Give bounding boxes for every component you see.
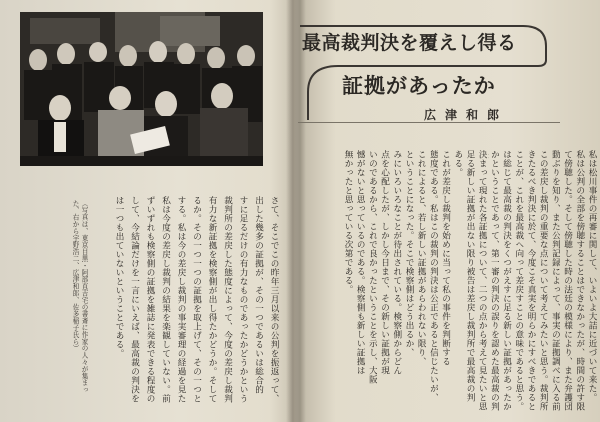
- right-column: 足る新しい証拠が出ない限り被告は差戻し裁判所で最高裁の判: [465, 150, 475, 402]
- right-column: ということになった。そこで検察側はどう出るか、: [404, 150, 414, 357]
- left-column: する。私は今の差戻し裁判の事実審理の経過を見た: [176, 196, 186, 403]
- article-author: 広津和郎: [424, 108, 509, 122]
- right-column: 私は公判の全部を傍聴することはできなかったが、時間の許す限: [574, 150, 585, 411]
- right-column: 無かったと思っている次第である。: [343, 150, 353, 294]
- right-column: 態度である。私はこの裁判の判決は公正であると信じたいが、: [428, 150, 439, 402]
- left-column: は一つも出ていないということである。: [114, 196, 124, 358]
- right-column: いのであるから、これで良かったということを示し、大阪: [367, 150, 378, 384]
- right-column: ことが、これを最高裁へ向って差戻すことの意味であると思う。: [513, 150, 524, 411]
- left-column: 出した幾多の証拠が、その一つであるいは総合的: [253, 196, 264, 394]
- photo-caption: （写真は、東京目黒・阿部直吉宅の書斎に作家の人々が集まった、右から宇野浩二、広津和郎、佐多稲子氏ら）: [71, 200, 88, 394]
- left-column: さて、そこでこの昨年三月以来の公判を振返って、: [269, 196, 279, 403]
- left-column: して、今結論だけを一言にいえば、最高裁の判決を: [129, 196, 140, 403]
- right-column: ある。: [452, 150, 463, 177]
- right-column: この差戻し裁判の重要な点について考えてみたいと思う。裁判所: [538, 150, 549, 411]
- right-column: て傍聴した。そして傍聴した時の法廷の模様により、また弁護団: [562, 150, 573, 411]
- title-block: [298, 22, 548, 124]
- right-column: これが差戻し裁判を始めに当って私の事件を判断する: [440, 150, 451, 366]
- right-column: これによると、若し新しい証拠があらわれない限り、: [416, 150, 427, 366]
- right-column: 動ぶりを知り、また公判記録によって、事実の証拠調べに入る前: [550, 150, 561, 411]
- left-column: るか。その一つ一つの証拠を取上げて、その一つと: [191, 196, 202, 403]
- left-column: 裁判所の差戻した態度によって、今度の差戻し裁判: [222, 196, 233, 403]
- right-column: 決まって現れた各証拠について、二つの点から考えて見たいと思: [477, 150, 488, 411]
- left-column: 有力な新証拠を検察側が出し得たかどうか。そして: [207, 196, 217, 403]
- right-column: みにいろいろなことが待出されている。検察側からどん: [391, 150, 402, 375]
- right-column: かということであって、第一審の判決の誤りを認めた最高裁の判: [489, 150, 500, 411]
- right-column: 点を心配したが、しかし今日まで、その新しい証拠が現: [379, 150, 390, 375]
- left-column: すに足るだけの有力なものであったかどうかという: [238, 196, 248, 403]
- right-column: きたるべき判決に於て、今度こそ真実を明らかにすべきであると: [526, 150, 536, 411]
- left-column: ずいずれも検察側の証拠を雑誌に発表できる程度の: [145, 196, 155, 403]
- photo-group-illustration: [20, 12, 263, 166]
- right-column: 私は松川事件の再審に関して、いよいよ大詰に近づいて来た。: [587, 150, 597, 402]
- left-column: 私は今度の差戻し裁判の結果を楽観していない。前: [160, 196, 171, 403]
- right-column: 憾がないと思っているのである。検察側も新しい証拠は: [355, 150, 366, 375]
- article-photo: [20, 12, 263, 166]
- title-rule: [298, 122, 560, 123]
- right-column: は総じて最高裁の判決をくつがえすに足る新しい証拠があったか: [501, 150, 512, 411]
- article-title-line2: 証拠があったか: [342, 74, 496, 98]
- article-title-line1: 最高裁判決を覆えし得る: [302, 32, 517, 54]
